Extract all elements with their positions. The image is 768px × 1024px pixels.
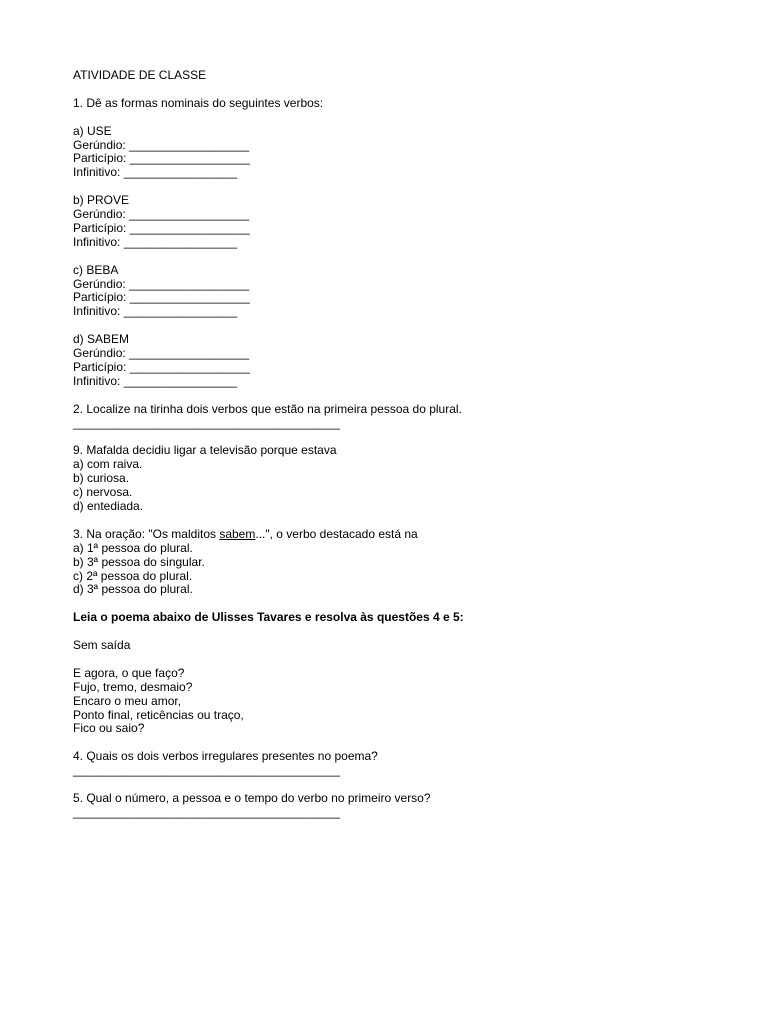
item-label: b) PROVE	[73, 193, 130, 208]
question-4-prompt: 4. Quais os dois verbos irregulares presentes no poema?	[73, 749, 378, 764]
poem-body	[73, 667, 713, 737]
question-9-option-a: a) com raiva.	[73, 457, 143, 472]
question-3-option-c: c) 2ª pessoa do plural.	[73, 568, 193, 583]
poem-verse: Ponto final, reticências ou traço,	[73, 707, 244, 722]
question-9-option-d: d) entediada.	[73, 498, 144, 513]
gerundio-line: Gerúndio: __________________	[73, 276, 250, 291]
question-4-answer-blank: ________________________________________	[73, 763, 340, 778]
gerundio-line: Gerúndio: __________________	[73, 346, 250, 361]
question-1-prompt: 1. Dê as formas nominais do seguintes verbos:	[73, 95, 324, 110]
question-9-prompt: 9. Mafalda decidiu ligar a televisão porque estava	[73, 443, 337, 458]
gerundio-line: Gerúndio: __________________	[73, 207, 250, 222]
question-9-option-b: b) curiosa.	[73, 471, 130, 486]
question-3-prompt	[73, 528, 713, 542]
poem-title: Sem saída	[73, 638, 131, 652]
participio-line: Particípio: __________________	[73, 359, 250, 374]
poem-verse: E agora, o que faço?	[73, 665, 185, 680]
question-5-prompt: 5. Qual o número, a pessoa e o tempo do verbo no primeiro verso?	[73, 790, 431, 805]
poem-verse: Encaro o meu amor,	[73, 693, 182, 708]
poem-verse: Fujo, tremo, desmaio?	[73, 679, 193, 694]
participio-line: Particípio: __________________	[73, 220, 250, 235]
prompt-text-before: 3. Na oração: "Os malditos	[73, 526, 220, 541]
prompt-text-after: ...", o verbo destacado está na	[255, 526, 418, 541]
document-content	[73, 69, 713, 820]
gerundio-line: Gerúndio: __________________	[73, 137, 250, 152]
question-1-item-d	[73, 333, 713, 389]
question-9-option-c: c) nervosa.	[73, 485, 133, 500]
infinitivo-line: Infinitivo: _________________	[73, 165, 238, 180]
poem-instructions: Leia o poema abaixo de Ulisses Tavares e resolva às questões 4 e 5:	[73, 610, 464, 625]
question-3-option-d: d) 3ª pessoa do plural.	[73, 582, 193, 597]
underlined-verb: sabem	[219, 526, 256, 541]
question-5-answer-blank: ________________________________________	[73, 804, 340, 819]
infinitivo-line: Infinitivo: _________________	[73, 304, 238, 319]
infinitivo-line: Infinitivo: _________________	[73, 234, 238, 249]
participio-line: Particípio: __________________	[73, 290, 250, 305]
question-3-option-a: a) 1ª pessoa do plural.	[73, 540, 193, 555]
infinitivo-line: Infinitivo: _________________	[73, 373, 238, 388]
item-label: a) USE	[73, 123, 112, 138]
question-2-answer-blank: ________________________________________	[73, 415, 340, 430]
page-title: ATIVIDADE DE CLASSE	[73, 68, 207, 82]
participio-line: Particípio: __________________	[73, 151, 250, 166]
question-3-option-b: b) 3ª pessoa do singular.	[73, 554, 205, 569]
question-2-prompt: 2. Localize na tirinha dois verbos que estão na primeira pessoa do plural.	[73, 401, 462, 416]
question-1-item-c	[73, 264, 713, 320]
question-1-item-a	[73, 125, 713, 181]
item-label: d) SABEM	[73, 332, 130, 347]
item-label: c) BEBA	[73, 262, 119, 277]
question-1-item-b	[73, 194, 713, 250]
poem-verse: Fico ou saio?	[73, 721, 145, 736]
